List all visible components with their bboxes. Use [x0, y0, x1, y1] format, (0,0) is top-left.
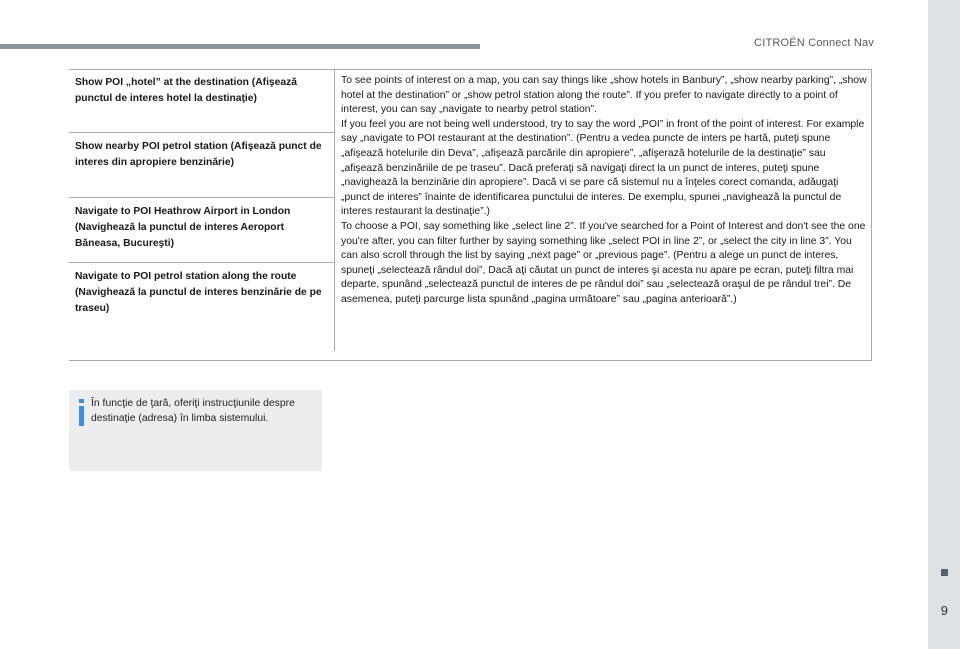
info-note-text: În funcţie de ţară, oferiţi instrucţiunile despre destinaţie (adresa) în limba sistemului. — [91, 398, 295, 424]
description-column — [335, 69, 874, 351]
page-side-band — [928, 0, 960, 649]
info-note — [69, 390, 322, 471]
header-rule — [0, 44, 480, 49]
commands-column — [69, 69, 335, 351]
command-show-nearby-petrol: Show nearby POI petrol station (Afişează punct de interes din apropiere benzinărie) — [69, 132, 334, 197]
voice-commands-table — [69, 69, 873, 351]
table-row — [69, 69, 873, 351]
brand-title: CITROËN Connect Nav — [754, 37, 874, 49]
command-show-hotel-destination: Show POI „hotel” at the destination (Afişează punctul de interes hotel la destinaţie) — [75, 77, 297, 104]
info-icon — [77, 399, 86, 426]
command-navigate-petrol-route: Navigate to POI petrol station along the route (Navighează la punctul de interes benzinărie de pe traseu) — [69, 262, 334, 351]
page-marker — [941, 569, 948, 576]
command-navigate-airport: Navigate to POI Heathrow Airport in London (Navighează la punctul de interes Aeroport Băneasa, Bucureşti) — [69, 197, 334, 262]
page-number: 9 — [940, 603, 948, 618]
commands-description: To see points of interest on a map, you can say things like „show hotels in Banbury”, „show nearby parking”, „show hotel at the destination” or „show petrol station along the route”. If you prefer to navigate directly to a point of interest, you can say „navigate to nearby petrol station”. If you feel you are not being well understood, try to say the word „POI” in front of the point of interest. For example say „navigate to POI restaurant at the destination”. (Pentru a vedea puncte de inters pe hartă, puteţi spune „afişează hotelurile din Deva”, „afişează parcările din apropiere”, „afişerază hotelurile de la destinaţie” sau „afişează benzinăriile de pe traseu”. Dacă preferaţi să navigaţi direct la un punct de interes, puteţi spune „navighează la benzinărie din apropiere”. Dacă vi se pare că sistemul nu a înţeles corect comanda, adăugaţi „punct de interes” înainte de identificarea punctului de interes. De exemplu, spunei „navighează la punctul de interes restaurant la destinaţie”.) To choose a POI, say something like „select line 2”. If you've searched for a Point of Interest and don't see the one you're after, you can filter further by saying something like „select POI in line 2”, or „select the city in line 3”. You can also scroll through the list by saying „next page” or „previous page”. (Pentru a alege un punct de interes, spuneţi „selectează rândul doi”, Dacă aţi căutat un punct de interes şi acesta nu apare pe ecran, puteţi filtra mai departe, spunând „selectează punctul de interes de pe rândul doi” sau „selectează oraşul de pe rândul trei”. De asemenea, puteţi parcurge lista spunând „pagina următoare” sau „pagina anterioară”.) — [341, 75, 867, 305]
